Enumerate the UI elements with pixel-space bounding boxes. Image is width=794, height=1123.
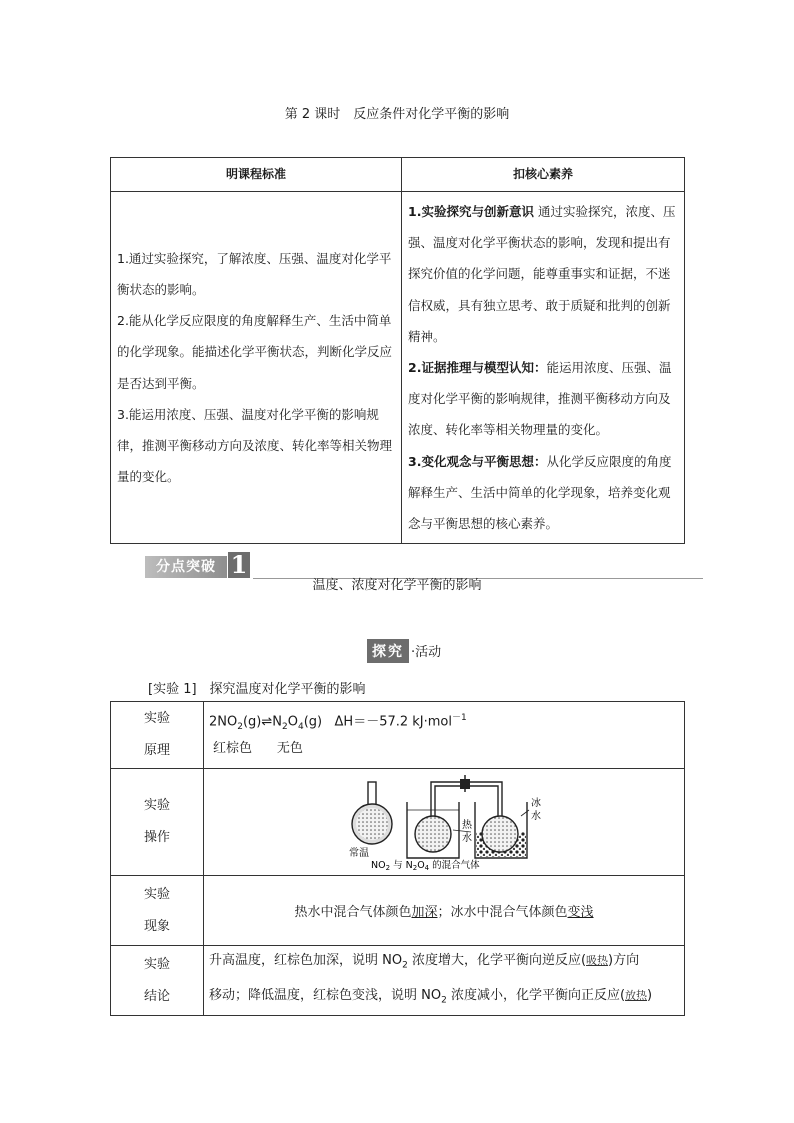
gas-mixture-label: $NO_2$ 与 $N_2O_4$ 的混合气体 bbox=[371, 860, 480, 872]
literacy-item bbox=[408, 196, 678, 352]
reaction-colors: 红棕色 无色 bbox=[213, 741, 303, 757]
explore-heading bbox=[367, 639, 441, 663]
core-literacy-cell bbox=[402, 192, 685, 544]
experiment-table bbox=[110, 701, 685, 1016]
standard-item: 1.通过实验探究，了解浓度、压强、温度对化学平衡状态的影响。 bbox=[117, 250, 392, 297]
explore-suffix: ·活动 bbox=[411, 645, 442, 660]
room-temp-label: 常温 bbox=[349, 848, 369, 859]
curriculum-standards-cell bbox=[111, 192, 402, 544]
room-temperature-flask bbox=[352, 782, 392, 844]
hot-water-label: 热 bbox=[462, 820, 472, 831]
literacy-item bbox=[408, 352, 678, 446]
explore-tag: 探究 bbox=[367, 639, 409, 663]
literacy-item-text: 能运用浓度、压强、温度对化学平衡的影响规律，推测平衡移动方向及浓度、转化率等相关物理量的变化。 bbox=[408, 360, 672, 438]
literacy-item-head: 2.证据推理与模型认知： bbox=[408, 360, 547, 376]
literacy-item-head: 3.变化观念与平衡思想： bbox=[408, 453, 547, 469]
principle-label: 实验 原理 bbox=[111, 702, 204, 769]
standards-header-1: 明课程标准 bbox=[111, 158, 402, 192]
standard-item: 3.能运用浓度、压强、温度对化学平衡的影响规律，推测平衡移动方向及浓度、转化率等相关物理量的变化。 bbox=[117, 406, 393, 485]
reaction-equation: $2NO_2(g)\rightleftharpoons N_2O_4(g)$ ΔH＝－57.2 kJ·mol$^{-1}$ bbox=[209, 712, 467, 732]
literacy-item-head: 1.实验探究与创新意识 bbox=[408, 204, 534, 219]
phenomenon-content: 热水中混合气体颜色加深；冰水中混合气体颜色变浅 bbox=[204, 876, 685, 946]
section-banner-number: 1 bbox=[228, 552, 250, 578]
section-banner-text: 分点突破 bbox=[145, 556, 227, 578]
principle-content bbox=[204, 702, 685, 769]
literacy-item-text: 通过实验探究，浓度、压强、温度对化学平衡状态的影响，发现和提出有探究价值的化学问题，能尊重事实和证据，不迷信权威，具有独立思考、敢于质疑和批判的创新精神。 bbox=[408, 204, 676, 344]
section-title: 温度、浓度对化学平衡的影响 bbox=[312, 578, 482, 593]
ice-water-label: 水 bbox=[531, 811, 541, 822]
standards-table bbox=[110, 157, 685, 544]
literacy-item bbox=[408, 446, 678, 540]
hot-water-beaker bbox=[407, 802, 459, 858]
operation-label: 实验 操作 bbox=[111, 769, 204, 876]
ice-water-label: 冰 bbox=[531, 798, 541, 809]
conclusion-content bbox=[204, 946, 685, 1016]
standard-item: 2.能从化学反应限度的角度解释生产、生活中简单的化学现象。能描述化学平衡状态，判断化学反应是否达到平衡。 bbox=[117, 313, 393, 391]
page-title: 第 2 课时 反应条件对化学平衡的影响 bbox=[284, 107, 510, 122]
conclusion-line: 升高温度，红棕色加深，说明 $NO_2$ 浓度增大，化学平衡向逆反应(吸热)方向 bbox=[209, 953, 640, 971]
standards-header-2: 扣核心素养 bbox=[402, 158, 685, 192]
conclusion-line: 移动；降低温度，红棕色变浅，说明 $NO_2$ 浓度减小，化学平衡向正反应(放热) bbox=[209, 987, 653, 1006]
literacy-item-text: 从化学反应限度的角度解释生产、生活中简单的化学现象，培养变化观念与平衡思想的核心素养。 bbox=[408, 453, 672, 532]
hot-water-label: 水 bbox=[462, 833, 472, 844]
operation-content bbox=[204, 769, 685, 876]
apparatus-diagram bbox=[209, 772, 679, 872]
ice-water-beaker bbox=[475, 802, 527, 858]
experiment-caption: [实验 1] 探究温度对化学平衡的影响 bbox=[148, 682, 366, 697]
phenomenon-label: 实验 现象 bbox=[111, 876, 204, 946]
conclusion-label: 实验 结论 bbox=[111, 946, 204, 1016]
clamp-icon bbox=[460, 775, 470, 792]
